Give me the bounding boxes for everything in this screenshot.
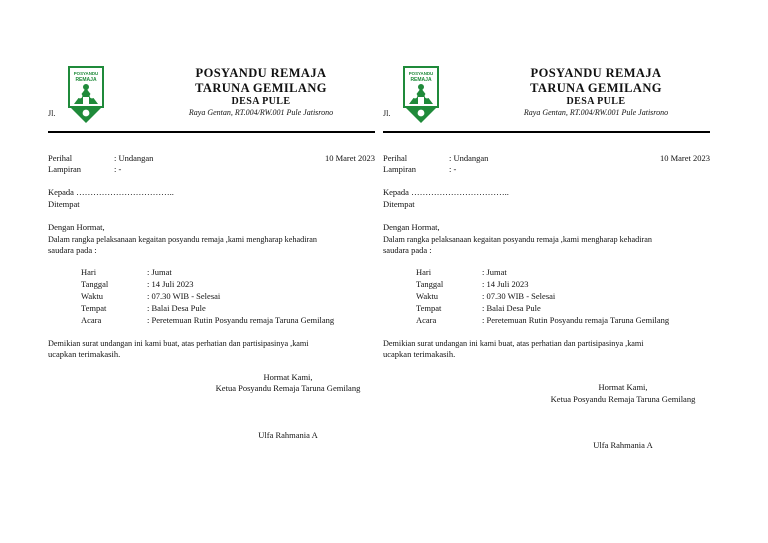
posyandu-logo-icon	[68, 66, 104, 124]
detail-value-acara: : Peretemuan Rutin Posyandu remaja Taruna Gemilang	[482, 315, 670, 325]
detail-label-tempat: Tempat	[81, 303, 107, 313]
detail-label-waktu: Waktu	[416, 291, 438, 301]
perihal-value: : Undangan	[114, 153, 154, 163]
detail-value-hari: : Jumat	[147, 267, 172, 277]
org-address: Raya Gentan, RT.004/RW.001 Pule Jatisrono	[188, 108, 334, 117]
header-divider	[48, 131, 375, 133]
svg-text:POSYANDU: POSYANDU	[408, 71, 434, 76]
letter-date: 10 Maret 2023	[659, 153, 710, 163]
recipient-line: Kepada ……………………………..	[383, 187, 509, 197]
detail-label-acara: Acara	[81, 315, 102, 325]
svg-text:REMAJA: REMAJA	[75, 77, 97, 83]
greeting: Dengan Hormat,	[383, 222, 440, 232]
hormat-kami: Hormat Kami,	[263, 372, 313, 382]
detail-value-tempat: : Balai Desa Pule	[147, 303, 206, 313]
ditempat: Ditempat	[48, 199, 80, 209]
org-name-line2: TARUNA GEMILANG	[530, 81, 662, 95]
intro-line1: Dalam rangka pelaksanaan kegaitan posyandu remaja ,kami mengharap kehadiran	[48, 235, 317, 244]
detail-label-tempat: Tempat	[416, 303, 442, 313]
svg-text:POSYANDU: POSYANDU	[73, 71, 99, 76]
org-name-line1: POSYANDU REMAJA	[530, 66, 662, 80]
header-divider	[383, 131, 710, 133]
address-prefix: Jl.	[383, 109, 391, 118]
detail-value-waktu: : 07.30 WIB - Selesai	[147, 291, 221, 301]
perihal-label: Perihal	[48, 153, 73, 163]
closing-line2: ucapkan terimakasih.	[383, 349, 456, 359]
detail-label-hari: Hari	[416, 267, 432, 277]
greeting: Dengan Hormat,	[48, 222, 105, 232]
intro-line2: saudara pada :	[48, 245, 97, 255]
signatory-name: Ulfa Rahmania A	[593, 440, 653, 450]
detail-label-tanggal: Tanggal	[416, 279, 444, 289]
detail-value-waktu: : 07.30 WIB - Selesai	[482, 291, 556, 301]
lampiran-value: : -	[449, 164, 457, 174]
org-name-line1: POSYANDU REMAJA	[195, 66, 327, 80]
detail-label-waktu: Waktu	[81, 291, 103, 301]
posyandu-logo-icon	[403, 66, 439, 124]
village-name: DESA PULE	[231, 96, 291, 107]
intro-line1: Dalam rangka pelaksanaan kegaitan posyandu remaja ,kami mengharap kehadiran	[383, 235, 652, 244]
org-name-line2: TARUNA GEMILANG	[195, 81, 327, 95]
perihal-label: Perihal	[383, 153, 408, 163]
letter-date: 10 Maret 2023	[324, 153, 375, 163]
lampiran-label: Lampiran	[383, 164, 417, 174]
closing-line2: ucapkan terimakasih.	[48, 349, 121, 359]
ditempat: Ditempat	[383, 199, 415, 209]
ketua-title: Ketua Posyandu Remaja Taruna Gemilang	[550, 394, 696, 404]
detail-value-tempat: : Balai Desa Pule	[482, 303, 541, 313]
village-name: DESA PULE	[566, 96, 626, 107]
address-prefix: Jl.	[48, 109, 56, 118]
ketua-title: Ketua Posyandu Remaja Taruna Gemilang	[215, 383, 361, 393]
detail-label-hari: Hari	[81, 267, 97, 277]
org-address: Raya Gentan, RT.004/RW.001 Pule Jatisrono	[523, 108, 669, 117]
intro-line2: saudara pada :	[383, 245, 432, 255]
closing-line1: Demikian surat undangan ini kami buat, atas perhatian dan partisipasinya ,kami	[383, 339, 644, 348]
detail-value-acara: : Peretemuan Rutin Posyandu remaja Taruna Gemilang	[147, 315, 335, 325]
recipient-line: Kepada ……………………………..	[48, 187, 174, 197]
detail-value-tanggal: : 14 Juli 2023	[482, 279, 529, 289]
lampiran-value: : -	[114, 164, 122, 174]
hormat-kami: Hormat Kami,	[598, 382, 648, 392]
detail-value-tanggal: : 14 Juli 2023	[147, 279, 194, 289]
lampiran-label: Lampiran	[48, 164, 82, 174]
detail-label-tanggal: Tanggal	[81, 279, 109, 289]
invitation-letter-left	[48, 0, 383, 543]
svg-text:REMAJA: REMAJA	[410, 77, 432, 83]
perihal-value: : Undangan	[449, 153, 489, 163]
detail-label-acara: Acara	[416, 315, 437, 325]
invitation-letter-right	[383, 0, 718, 543]
closing-line1: Demikian surat undangan ini kami buat, atas perhatian dan partisipasinya ,kami	[48, 339, 309, 348]
signatory-name: Ulfa Rahmania A	[258, 430, 318, 440]
detail-value-hari: : Jumat	[482, 267, 507, 277]
